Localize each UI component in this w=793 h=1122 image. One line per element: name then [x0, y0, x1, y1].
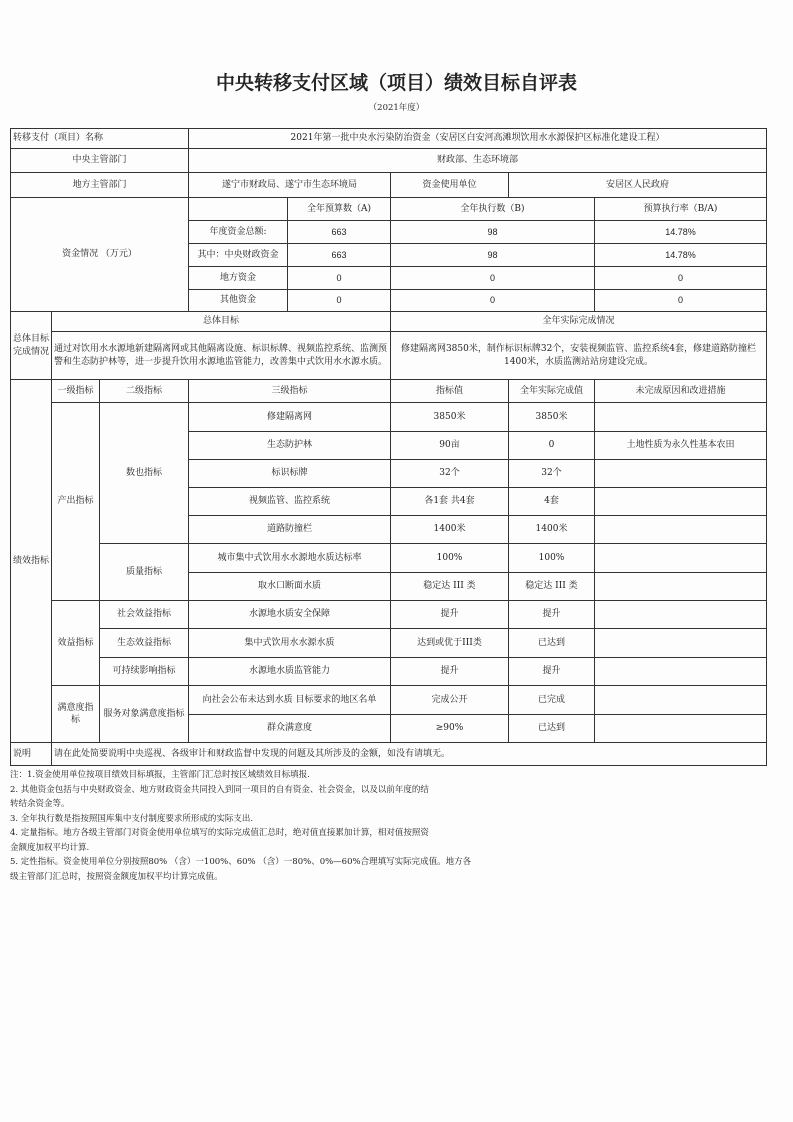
overall-goal-header: 总体目标 [52, 312, 391, 332]
local-dept-label: 地方主管部门 [11, 173, 189, 198]
funds-rate: 14.78% [595, 221, 767, 244]
funds-header: 预算执行率（B/A) [595, 198, 767, 221]
overall-label: 总体目标完成情况 [11, 312, 52, 380]
indicator-reason [595, 544, 767, 573]
funds-a: 0 [288, 267, 391, 290]
local-dept-value: 遂宁市财政局、遂宁市生态环境局 [189, 173, 391, 198]
indicator-header: 指标值 [391, 380, 509, 403]
indicator-name: 标识标牌 [189, 460, 391, 488]
indicator-name: 集中式饮用水水源水质 [189, 629, 391, 658]
indicator-name: 群众满意度 [189, 715, 391, 743]
funds-rate: 0 [595, 290, 767, 312]
indicator-actual: 稳定达 III 类 [509, 573, 595, 601]
footnote: 2. 其他资金包括与中央财政资金、地方财政资金共同投入到同一项目的自有资金、社会资金，以及以前年度的结 [10, 784, 429, 795]
fund-user-label: 资金使用单位 [391, 173, 509, 198]
indicator-actual: 0 [509, 432, 595, 460]
level1-indicator: 效益指标 [52, 601, 100, 686]
indicator-target: 提升 [391, 658, 509, 686]
level2-indicator: 数也指标 [100, 403, 189, 544]
indicator-reason [595, 488, 767, 516]
footnote: 注：1.资金使用单位按项目绩效目标填报，主管部门汇总时按区域绩效目标填报. [10, 770, 310, 780]
level1-indicator: 产出指标 [52, 403, 100, 601]
indicator-reason: 土地性质为永久性基本农田 [595, 432, 767, 460]
indicator-actual: 32个 [509, 460, 595, 488]
indicator-target: 达到或优于III类 [391, 629, 509, 658]
indicator-actual: 4套 [509, 488, 595, 516]
central-dept-label: 中央主管部门 [11, 149, 189, 173]
funds-b: 98 [391, 221, 595, 244]
indicator-actual: 已完成 [509, 686, 595, 715]
funds-a: 0 [288, 290, 391, 312]
central-dept-value: 财政部、生态环境部 [189, 149, 767, 173]
footnote: 级主管部门汇总时，按照资金额度加权平均计算完成值。 [10, 871, 223, 882]
remark-value: 请在此处简要说明中央巡视、各级审计和财政监督中发现的问题及其所涉及的金额，如没有请填无。 [52, 743, 767, 766]
indicator-actual: 3850米 [509, 403, 595, 432]
indicator-name: 修建隔离网 [189, 403, 391, 432]
footnote: 金额度加权平均计算. [10, 842, 90, 853]
indicator-reason [595, 516, 767, 544]
indicator-reason [595, 715, 767, 743]
indicator-reason [595, 686, 767, 715]
level1-indicator: 满意度指标 [52, 686, 100, 743]
funds-row-name: 地方资金 [189, 267, 288, 290]
indicator-name: 取水口断面水质 [189, 573, 391, 601]
footnote: 转结余资金等。 [10, 799, 70, 809]
funds-a: 663 [288, 221, 391, 244]
footnotes [10, 768, 770, 884]
indicator-target: 完成公开 [391, 686, 509, 715]
funds-row-name: 其中：中央财政资金 [189, 244, 288, 267]
indicator-actual: 提升 [509, 601, 595, 629]
overall-actual-header: 全年实际完成情况 [391, 312, 767, 332]
indicator-header: 二级指标 [100, 380, 189, 403]
funds-b: 98 [391, 244, 595, 267]
indicator-actual: 已达到 [509, 629, 595, 658]
indicator-name: 生态防护林 [189, 432, 391, 460]
indicator-target: 100% [391, 544, 509, 573]
level2-indicator: 质量指标 [100, 544, 189, 601]
footnote: 3. 全年执行数是指按照国库集中支付制度要求所形成的实际支出. [10, 813, 254, 824]
indicator-target: ≥90% [391, 715, 509, 743]
footnote: 5. 定性指标。资金使用单位分别按照80% （含）一100%、60% （含）一80%、0%—60%合理填写实际完成值。地方各 [10, 857, 472, 867]
indicator-actual: 提升 [509, 658, 595, 686]
footnote: 4. 定量指标。地方各级主管部门对资金使用单位填写的实际完成值汇总时，绝对值直接累加计算，相对值按照资 [10, 828, 429, 838]
funds-blank [189, 198, 288, 221]
funds-header: 全年预算数（A) [288, 198, 391, 221]
level2-indicator: 服务对象满意度指标 [100, 686, 189, 743]
indicator-header: 一级指标 [52, 380, 100, 403]
remark-label: 说明 [11, 743, 52, 766]
indicator-reason [595, 573, 767, 601]
funds-rate: 0 [595, 267, 767, 290]
indicator-actual: 100% [509, 544, 595, 573]
indicator-target: 32个 [391, 460, 509, 488]
funds-b: 0 [391, 267, 595, 290]
funds-header: 全年执行数（B) [391, 198, 595, 221]
overall-actual: 修建隔离网3850米，制作标识标牌32个，安装视频监管、监控系统4套，修建道路防撞栏1400米，水质监测站站房建设完成。 [391, 332, 767, 380]
project-value: 2021年第一批中央水污染防治资金（安居区白安河高滩坝饮用水水源保护区标准化建设工程） [189, 129, 767, 149]
indicator-reason [595, 460, 767, 488]
overall-goal: 通过对饮用水水源地新建隔离网或其他隔离设施、标识标牌、视频监控系统、监测预警和生态防护林等，进一步提升饮用水源地监管能力，改善集中式饮用水水源水质。 [52, 332, 391, 380]
indicator-actual: 1400米 [509, 516, 595, 544]
indicator-name: 水源地水质安全保障 [189, 601, 391, 629]
indicator-reason [595, 629, 767, 658]
funds-label: 资金情况 （万元） [11, 198, 189, 312]
project-label: 转移支付（项目）名称 [11, 129, 189, 149]
indicator-reason [595, 403, 767, 432]
indicator-target: 各1套 共4套 [391, 488, 509, 516]
indicator-target: 稳定达 III 类 [391, 573, 509, 601]
level2-indicator: 生态效益指标 [100, 629, 189, 658]
indicator-actual: 已达到 [509, 715, 595, 743]
indicator-name: 水源地水质监管能力 [189, 658, 391, 686]
self-evaluation-table [10, 128, 767, 766]
indicator-name: 道路防撞栏 [189, 516, 391, 544]
indicators-label: 绩效指标 [11, 380, 52, 743]
indicator-header: 全年实际完成值 [509, 380, 595, 403]
indicator-target: 90亩 [391, 432, 509, 460]
level2-indicator: 可持续影响指标 [100, 658, 189, 686]
indicator-name: 城市集中式饮用水水源地水质达标率 [189, 544, 391, 573]
level2-indicator: 社会效益指标 [100, 601, 189, 629]
funds-row-name: 年度资金总额: [189, 221, 288, 244]
year-label: （2021年度） [368, 103, 425, 113]
funds-a: 663 [288, 244, 391, 267]
indicator-target: 提升 [391, 601, 509, 629]
indicator-target: 3850米 [391, 403, 509, 432]
page-title: 中央转移支付区域（项目）绩效目标自评表 [215, 72, 577, 94]
funds-rate: 14.78% [595, 244, 767, 267]
indicator-reason [595, 601, 767, 629]
indicator-header: 三级指标 [189, 380, 391, 403]
indicator-target: 1400米 [391, 516, 509, 544]
funds-row-name: 其他资金 [189, 290, 288, 312]
fund-user-value: 安居区人民政府 [509, 173, 767, 198]
indicator-header: 未完成原因和改进措施 [595, 380, 767, 403]
funds-b: 0 [391, 290, 595, 312]
indicator-reason [595, 658, 767, 686]
indicator-name: 视频监管、监控系统 [189, 488, 391, 516]
indicator-name: 向社会公布未达到水质 目标要求的地区名单 [189, 686, 391, 715]
